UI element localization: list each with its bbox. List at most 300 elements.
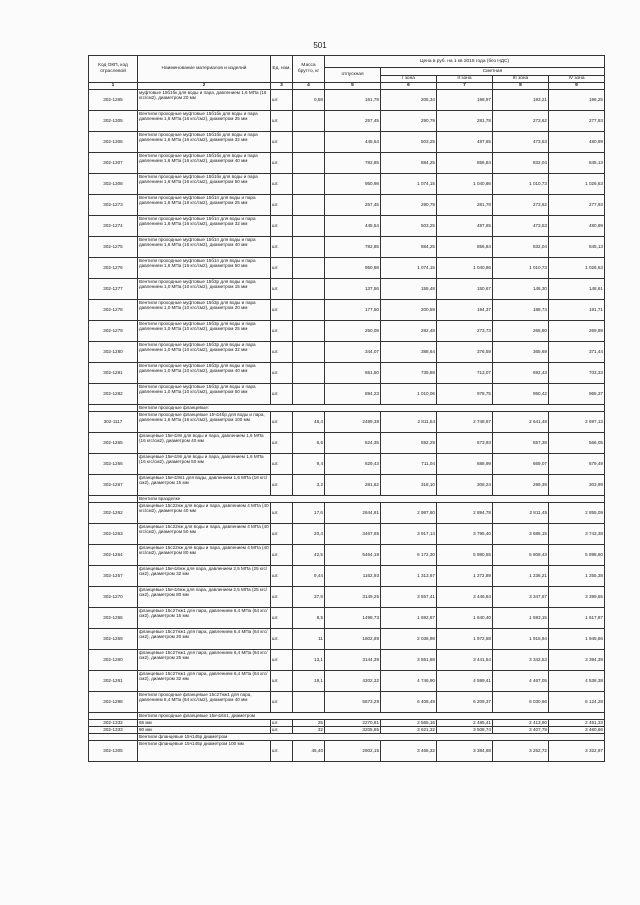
section-code-cell — [89, 734, 138, 741]
row-code: 302-1261 — [89, 671, 138, 692]
row-code: 302-1262 — [89, 503, 138, 524]
row-mass: 19,1 — [293, 671, 325, 692]
header-release-price: отпускная — [325, 68, 381, 83]
section-heading-row — [89, 713, 605, 720]
row-name: фланцевые 15с22нж для воды и пара, давлением 4 МПа (40 кгс/см2), диаметром 80 мм — [138, 545, 271, 566]
row-code: 302-1277 — [89, 279, 138, 300]
row-name: Вентили проходные муфтовые 15б1п для воды и пара давлением 1,6 МПа (16 кгс/см2), диаметром 32 мм — [138, 216, 271, 237]
table-row — [89, 587, 605, 608]
row-zone-2-price: 978,75 — [437, 384, 493, 405]
section-code-cell — [89, 405, 138, 412]
row-mass — [293, 132, 325, 153]
column-index: 6 — [381, 83, 437, 90]
row-zone-4-price: 277,93 — [549, 111, 605, 132]
row-zone-2-price: 150,67 — [437, 279, 493, 300]
row-zone-4-price: 703,33 — [549, 363, 605, 384]
row-release-price: 629,43 — [325, 454, 381, 475]
row-mass: 17,6 — [293, 503, 325, 524]
row-zone-1-price: 318,10 — [381, 475, 437, 496]
row-unit: шт. — [271, 363, 293, 384]
table-row — [89, 454, 605, 475]
row-release-price: 3467,65 — [325, 524, 381, 545]
row-zone-2-price: 713,07 — [437, 363, 493, 384]
row-mass: 32 — [293, 727, 325, 734]
row-zone-3-price: 3 252,72 — [493, 741, 549, 762]
section-heading: Вентили проходные фланцевые 15кч16п1, диаметром — [138, 713, 605, 720]
column-index-row — [89, 83, 605, 90]
row-zone-3-price: 1 010,73 — [493, 258, 549, 279]
row-zone-1-price: 2 987,60 — [381, 503, 437, 524]
table-row — [89, 279, 605, 300]
row-mass: 8,5 — [293, 608, 325, 629]
table-row — [89, 692, 605, 713]
row-zone-3-price: 3 347,67 — [493, 587, 549, 608]
row-zone-4-price: 480,99 — [549, 132, 605, 153]
row-zone-1-price: 884,25 — [381, 237, 437, 258]
row-release-price: 782,85 — [325, 153, 381, 174]
table-row — [89, 475, 605, 496]
row-name: муфтовые 15б1бк для воды и пара, давлением 1,6 МПа (16 кгс/см2), диаметром 20 мм — [138, 90, 271, 111]
price-table — [88, 55, 605, 762]
row-zone-4-price: 371,44 — [549, 342, 605, 363]
row-unit: шт. — [271, 153, 293, 174]
row-zone-4-price: 965,37 — [549, 384, 605, 405]
row-zone-2-price: 487,65 — [437, 216, 493, 237]
row-zone-2-price: 6 209,37 — [437, 692, 493, 713]
row-unit: шт. — [271, 111, 293, 132]
section-heading-row — [89, 496, 605, 503]
header-zone-3: III зона — [493, 76, 549, 83]
row-release-price: 137,56 — [325, 279, 381, 300]
row-zone-3-price: 3 686,15 — [493, 524, 549, 545]
row-name: Вентили проходные муфтовые 15б1бк для воды и пара давлением 1,6 МПа (16 кгс/см2), диаметром 32 мм — [138, 132, 271, 153]
row-zone-3-price: 3 407,78 — [493, 727, 549, 734]
row-zone-3-price: 273,62 — [493, 195, 549, 216]
table-row — [89, 566, 605, 587]
row-zone-3-price: 1 236,21 — [493, 566, 549, 587]
section-heading: Вентили проходные фланцевые: — [138, 405, 605, 412]
row-mass — [293, 258, 325, 279]
row-unit: шт. — [271, 132, 293, 153]
row-zone-3-price: 832,04 — [493, 237, 549, 258]
row-zone-3-price: 1 010,73 — [493, 174, 549, 195]
row-zone-1-price: 1 074,15 — [381, 174, 437, 195]
row-release-price: 651,50 — [325, 363, 381, 384]
row-name: фланцевые 15кч19п для воды и пара, давлением 1,6 МПа (16 кгс/см2), диаметром 50 мм — [138, 454, 271, 475]
table-header — [89, 56, 605, 90]
row-zone-1-price: 200,59 — [381, 300, 437, 321]
row-unit: шт. — [271, 503, 293, 524]
row-zone-2-price: 4 599,41 — [437, 671, 493, 692]
price-sheet — [88, 55, 604, 762]
row-code: 302-1305 — [89, 111, 138, 132]
row-release-price: 250,09 — [325, 321, 381, 342]
page-number: 501 — [313, 41, 327, 50]
section-heading-row — [89, 405, 605, 412]
row-name: Вентили проходные муфтовые 15б3р для воды и пара давлением 1,0 МПа (10 кгс/см2), диаметром 50 мм — [138, 384, 271, 405]
row-zone-2-price: 281,78 — [437, 195, 493, 216]
row-zone-2-price: 1 040,86 — [437, 174, 493, 195]
row-release-price: 2902,15 — [325, 741, 381, 762]
section-code-cell — [89, 713, 138, 720]
row-mass: 3,2 — [293, 475, 325, 496]
row-code: 302-1265 — [89, 90, 138, 111]
row-zone-3-price: 273,62 — [493, 111, 549, 132]
row-mass: 48,4 — [293, 412, 325, 433]
row-unit: шт. — [271, 195, 293, 216]
row-zone-3-price: 692,43 — [493, 363, 549, 384]
row-unit: шт. — [271, 587, 293, 608]
row-zone-2-price: 3 795,40 — [437, 524, 493, 545]
row-zone-2-price: 281,78 — [437, 111, 493, 132]
row-release-price: 782,85 — [325, 237, 381, 258]
table-row — [89, 720, 605, 727]
table-row — [89, 727, 605, 734]
row-zone-3-price: 188,74 — [493, 300, 549, 321]
table-row — [89, 384, 605, 405]
row-name: фланцевые 15с27нж1 для пара, давлением 6,4 МПа (64 кгс/см2), диаметром 20 мм — [138, 629, 271, 650]
row-zone-2-price: 194,37 — [437, 300, 493, 321]
row-zone-1-price: 290,79 — [381, 111, 437, 132]
row-zone-2-price: 1 040,86 — [437, 258, 493, 279]
row-zone-4-price: 845,13 — [549, 153, 605, 174]
row-unit: шт. — [271, 321, 293, 342]
row-zone-4-price: 1 617,87 — [549, 608, 605, 629]
row-zone-4-price: 4 536,38 — [549, 671, 605, 692]
row-zone-1-price: 884,25 — [381, 153, 437, 174]
section-heading: Вентили фланцевые 15ч145р диаметром — [138, 734, 605, 741]
row-release-price: 257,45 — [325, 111, 381, 132]
row-zone-3-price: 2 641,48 — [493, 412, 549, 433]
table-row — [89, 741, 605, 762]
row-zone-2-price: 2 894,78 — [437, 503, 493, 524]
row-unit: шт. — [271, 174, 293, 195]
row-zone-3-price: 832,04 — [493, 153, 549, 174]
row-code: 302-1266 — [89, 454, 138, 475]
table-row — [89, 503, 605, 524]
column-index: 3 — [271, 83, 293, 90]
header-price-group: Цена в руб. на 1 кв 2015 года (без НДС) — [325, 56, 605, 68]
row-zone-4-price: 196,25 — [549, 90, 605, 111]
row-release-price: 524,35 — [325, 433, 381, 454]
row-release-price: 445,54 — [325, 216, 381, 237]
row-name: фланцевые 15кч19п для воды и пара, давлением 1,6 МПа (16 кгс/см2), диаметром 40 мм — [138, 433, 271, 454]
row-mass — [293, 195, 325, 216]
column-index: 5 — [325, 83, 381, 90]
row-name: 65 мм — [138, 720, 271, 727]
row-zone-1-price: 1 074,15 — [381, 258, 437, 279]
row-zone-1-price: 282,48 — [381, 321, 437, 342]
row-zone-1-price: 503,25 — [381, 132, 437, 153]
row-code: 302-1332 — [89, 720, 138, 727]
row-unit: шт. — [271, 433, 293, 454]
row-zone-4-price: 191,71 — [549, 300, 605, 321]
table-row — [89, 629, 605, 650]
row-name: фланцевые 15с27нж1 для пара, давлением 6,4 МПа (64 кгс/см2), диаметром 32 мм — [138, 671, 271, 692]
row-zone-2-price: 3 441,54 — [437, 650, 493, 671]
row-mass: 11 — [293, 629, 325, 650]
section-code-cell — [89, 496, 138, 503]
row-release-price: 445,54 — [325, 132, 381, 153]
row-zone-4-price: 1 026,63 — [549, 258, 605, 279]
row-code: 302-1267 — [89, 475, 138, 496]
row-zone-1-price: 4 746,90 — [381, 671, 437, 692]
row-zone-2-price: 273,73 — [437, 321, 493, 342]
row-zone-4-price: 3 399,65 — [549, 587, 605, 608]
row-name: Вентили проходные муфтовые 15б3р для воды и пара давлением 1,0 МПа (10 кгс/см2), диаметром 15 мм — [138, 279, 271, 300]
row-zone-1-price: 592,29 — [381, 433, 437, 454]
table-row — [89, 111, 605, 132]
row-code: 302-1278 — [89, 300, 138, 321]
row-unit: шт. — [271, 608, 293, 629]
header-zone-1: I зона — [381, 76, 437, 83]
header-zone-4: IV зона — [549, 76, 605, 83]
row-zone-1-price: 290,79 — [381, 195, 437, 216]
row-name: Вентили проходные муфтовые 15б3р для воды и пара давлением 1,0 МПа (10 кгс/см2), диаметром 32 мм — [138, 342, 271, 363]
row-release-price: 2270,81 — [325, 720, 381, 727]
row-zone-1-price: 1 692,87 — [381, 608, 437, 629]
row-code: 302-1307 — [89, 153, 138, 174]
row-unit: шт. — [271, 342, 293, 363]
column-index: 2 — [138, 83, 271, 90]
row-zone-1-price: 2 565,16 — [381, 720, 437, 727]
row-release-price: 161,79 — [325, 90, 381, 111]
row-code: 302-1276 — [89, 258, 138, 279]
row-zone-4-price: 1 026,63 — [549, 174, 605, 195]
table-row — [89, 132, 605, 153]
row-release-price: 3144,39 — [325, 650, 381, 671]
row-zone-2-price: 1 272,89 — [437, 566, 493, 587]
table-row — [89, 174, 605, 195]
row-zone-3-price: 299,39 — [493, 475, 549, 496]
row-zone-2-price: 856,84 — [437, 237, 493, 258]
table-row — [89, 608, 605, 629]
row-unit: шт. — [271, 237, 293, 258]
row-code: 302-1333 — [89, 727, 138, 734]
row-zone-4-price: 2 697,13 — [549, 412, 605, 433]
row-code: 302-1273 — [89, 195, 138, 216]
header-estimate: Сметная — [381, 68, 605, 76]
row-unit: шт. — [271, 671, 293, 692]
column-index: 1 — [89, 83, 138, 90]
row-zone-1-price: 2 036,98 — [381, 629, 437, 650]
row-zone-1-price: 2 811,54 — [381, 412, 437, 433]
row-zone-2-price: 2 485,41 — [437, 720, 493, 727]
row-code: 302-1265 — [89, 433, 138, 454]
row-zone-4-price: 148,61 — [549, 279, 605, 300]
row-unit: шт. — [271, 216, 293, 237]
row-zone-1-price: 388,64 — [381, 342, 437, 363]
row-zone-4-price: 3 743,38 — [549, 524, 605, 545]
column-index: 9 — [549, 83, 605, 90]
row-release-price: 5464,18 — [325, 545, 381, 566]
row-name: Вентили проходные муфтовые 15б1п для воды и пара давлением 1,6 МПа (16 кгс/см2), диаметром 25 мм — [138, 195, 271, 216]
row-code: 302-1280 — [89, 342, 138, 363]
table-row — [89, 237, 605, 258]
row-zone-2-price: 376,59 — [437, 342, 493, 363]
row-release-price: 2489,38 — [325, 412, 381, 433]
row-mass: 9,44 — [293, 566, 325, 587]
row-zone-2-price: 688,99 — [437, 454, 493, 475]
row-release-price: 3205,85 — [325, 727, 381, 734]
row-zone-4-price: 269,99 — [549, 321, 605, 342]
row-unit: шт. — [271, 384, 293, 405]
row-zone-4-price: 1 945,66 — [549, 629, 605, 650]
row-release-price: 177,50 — [325, 300, 381, 321]
row-name: Вентили проходные муфтовые 15б3р для воды и пара давлением 1,0 МПа (10 кгс/см2), диаметром 40 мм — [138, 363, 271, 384]
row-unit: шт. — [271, 454, 293, 475]
row-zone-3-price: 4 467,05 — [493, 671, 549, 692]
table-row — [89, 216, 605, 237]
row-zone-3-price: 2 811,45 — [493, 503, 549, 524]
row-zone-2-price: 5 980,55 — [437, 545, 493, 566]
table-row — [89, 363, 605, 384]
row-code: 302-1298 — [89, 692, 138, 713]
row-code: 302-1117 — [89, 412, 138, 433]
table-row — [89, 412, 605, 433]
row-unit: шт. — [271, 741, 293, 762]
row-unit: шт. — [271, 90, 293, 111]
header-zone-2: II зона — [437, 76, 493, 83]
row-mass: 45,40 — [293, 741, 325, 762]
row-zone-1-price: 1 010,06 — [381, 384, 437, 405]
row-name: Вентили проходные муфтовые 15б1п для воды и пара давлением 1,6 МПа (16 кгс/см2), диаметром 50 мм — [138, 258, 271, 279]
row-zone-1-price: 6 408,49 — [381, 692, 437, 713]
row-zone-3-price: 1 915,94 — [493, 629, 549, 650]
row-mass — [293, 111, 325, 132]
row-code: 302-1260 — [89, 650, 138, 671]
row-zone-3-price: 1 593,15 — [493, 608, 549, 629]
row-zone-1-price: 3 465,32 — [381, 741, 437, 762]
table-row — [89, 650, 605, 671]
row-zone-1-price: 205,34 — [381, 90, 437, 111]
row-zone-2-price: 2 748,87 — [437, 412, 493, 433]
row-name: фланцевые 15кч16нж для пара, давлением 2,5 МПа (25 кгс/см2), диаметром 32 мм — [138, 566, 271, 587]
column-index: 4 — [293, 83, 325, 90]
row-code: 302-1282 — [89, 384, 138, 405]
row-zone-4-price: 566,05 — [549, 433, 605, 454]
row-zone-4-price: 3 322,97 — [549, 741, 605, 762]
row-mass: 42,5 — [293, 545, 325, 566]
table-body — [89, 90, 605, 762]
row-zone-3-price: 365,69 — [493, 342, 549, 363]
row-zone-1-price: 735,88 — [381, 363, 437, 384]
row-name: Вентили проходные фланцевые 15ч14бр для воды и пара, давлением 1,6 МПа (16 кгс/см2), диаметром 100 мм — [138, 412, 271, 433]
row-release-price: 344,07 — [325, 342, 381, 363]
row-unit: шт. — [271, 300, 293, 321]
row-release-price: 894,23 — [325, 384, 381, 405]
row-zone-2-price: 308,24 — [437, 475, 493, 496]
row-code: 302-1257 — [89, 566, 138, 587]
row-code: 302-1256 — [89, 608, 138, 629]
row-name: фланцевые 15с22нж для воды и пара, давлением 4 МПа (40 кгс/см2), диаметром 50 мм — [138, 524, 271, 545]
row-zone-4-price: 277,93 — [549, 195, 605, 216]
header-mass: Масса брутто, кг — [293, 56, 325, 83]
row-mass — [293, 174, 325, 195]
row-mass — [293, 384, 325, 405]
row-name: фланцевые 15с22нж для воды и пара, давлением 4 МПа (40 кгс/см2), диаметром 40 мм — [138, 503, 271, 524]
row-zone-4-price: 5 898,60 — [549, 545, 605, 566]
row-code: 302-1264 — [89, 545, 138, 566]
row-zone-4-price: 2 451,33 — [549, 720, 605, 727]
row-zone-3-price: 265,80 — [493, 321, 549, 342]
row-zone-3-price: 473,53 — [493, 132, 549, 153]
row-name: Вентили фланцевые 15ч145р диаметром 100 мм — [138, 741, 271, 762]
row-zone-1-price: 711,04 — [381, 454, 437, 475]
column-index: 8 — [493, 83, 549, 90]
row-zone-1-price: 503,25 — [381, 216, 437, 237]
table-row — [89, 300, 605, 321]
table-row — [89, 195, 605, 216]
row-zone-2-price: 3 446,84 — [437, 587, 493, 608]
row-zone-3-price: 557,38 — [493, 433, 549, 454]
row-zone-3-price: 669,07 — [493, 454, 549, 475]
row-unit: шт. — [271, 524, 293, 545]
row-unit: шт. — [271, 412, 293, 433]
row-code: 302-1279 — [89, 321, 138, 342]
row-zone-4-price: 845,13 — [549, 237, 605, 258]
row-zone-4-price: 480,99 — [549, 216, 605, 237]
row-mass — [293, 300, 325, 321]
row-zone-3-price: 950,42 — [493, 384, 549, 405]
header-unit: Ед. изм. — [271, 56, 293, 83]
row-zone-3-price: 2 413,90 — [493, 720, 549, 727]
row-release-price: 2644,81 — [325, 503, 381, 524]
row-zone-1-price: 3 551,88 — [381, 650, 437, 671]
table-row — [89, 524, 605, 545]
row-zone-1-price: 1 313,67 — [381, 566, 437, 587]
table-row — [89, 433, 605, 454]
row-unit: шт. — [271, 279, 293, 300]
row-release-price: 5673,29 — [325, 692, 381, 713]
row-code: 302-1306 — [89, 132, 138, 153]
section-heading: Вентили вразделке — [138, 496, 605, 503]
row-unit: шт. — [271, 545, 293, 566]
row-name: Вентили проходные фланцевые 15с27нж1 для пара, давлением 6,4 МПа (64 кгс/см2), диаметром 40 мм — [138, 692, 271, 713]
row-release-price: 257,45 — [325, 195, 381, 216]
row-zone-4-price: 6 124,28 — [549, 692, 605, 713]
row-unit: шт. — [271, 692, 293, 713]
row-mass: 6,6 — [293, 433, 325, 454]
row-zone-4-price: 303,99 — [549, 475, 605, 496]
table-row — [89, 321, 605, 342]
row-zone-1-price: 3 917,14 — [381, 524, 437, 545]
column-index: 7 — [437, 83, 493, 90]
row-name: Вентили проходные муфтовые 15б1бк для воды и пара давлением 1,6 МПа (16 кгс/см2), диаметром 50 мм — [138, 174, 271, 195]
row-zone-1-price: 3 557,41 — [381, 587, 437, 608]
row-code: 302-1270 — [89, 587, 138, 608]
row-zone-1-price: 6 172,30 — [381, 545, 437, 566]
row-name: Вентили проходные муфтовые 15б1бк для воды и пара давлением 1,6 МПа (16 кгс/см2), диаметром 40 мм — [138, 153, 271, 174]
row-mass: 0,58 — [293, 90, 325, 111]
row-name: фланцевые 15с27нж1 для пара, давлением 6,4 МПа (64 кгс/см2), диаметром 25 мм — [138, 650, 271, 671]
row-unit: шт. — [271, 727, 293, 734]
row-code: 302-1274 — [89, 216, 138, 237]
row-code: 302-1308 — [89, 174, 138, 195]
row-unit: шт. — [271, 720, 293, 727]
section-heading-row — [89, 734, 605, 741]
table-row — [89, 342, 605, 363]
row-unit: шт. — [271, 566, 293, 587]
row-mass — [293, 279, 325, 300]
table-row — [89, 90, 605, 111]
row-name: Вентили проходные муфтовые 15б1бк для воды и пара давлением 1,6 МПа (16 кгс/см2), диаметром 25 мм — [138, 111, 271, 132]
table-row — [89, 671, 605, 692]
row-release-price: 950,98 — [325, 258, 381, 279]
row-zone-3-price: 5 808,43 — [493, 545, 549, 566]
row-name: Вентили проходные муфтовые 15б1п для воды и пара давлением 1,6 МПа (16 кгс/см2), диаметром 40 мм — [138, 237, 271, 258]
row-name: 80 мм — [138, 727, 271, 734]
